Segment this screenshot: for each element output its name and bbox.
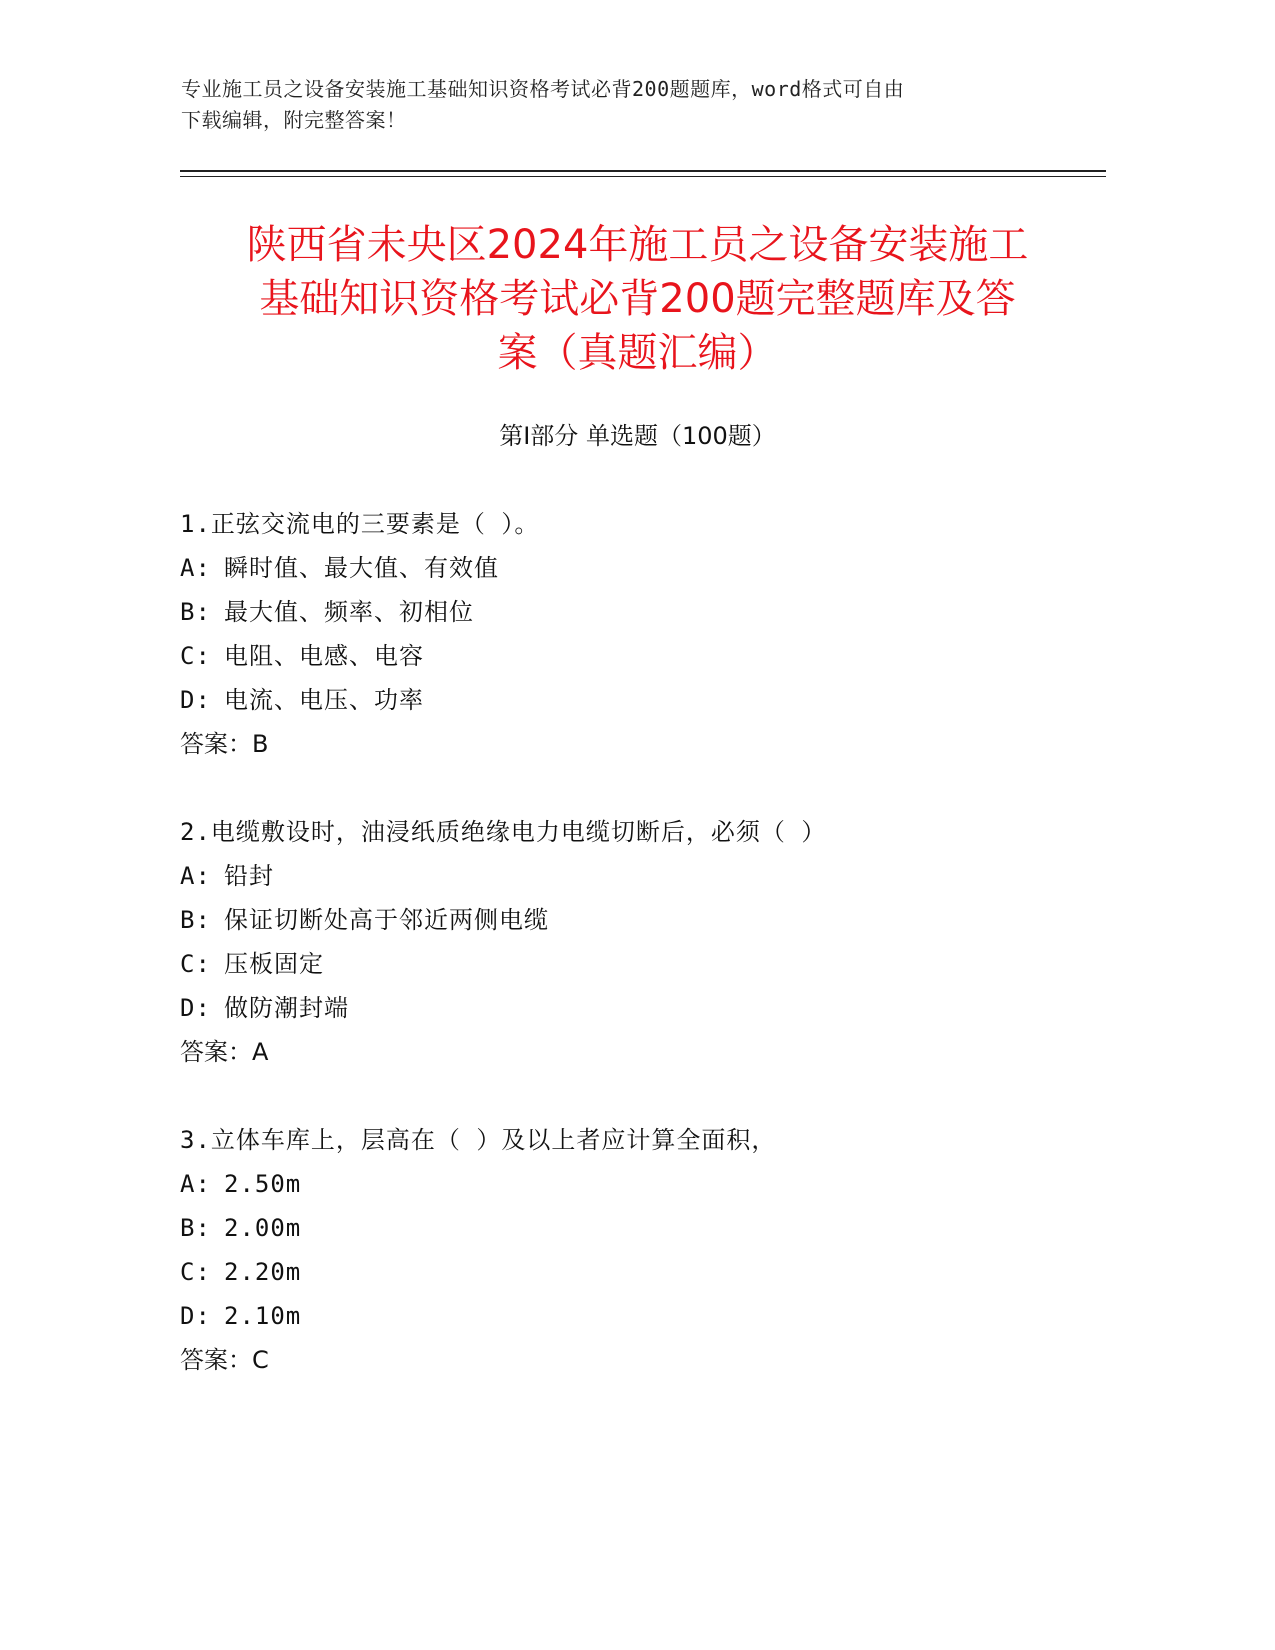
option-text: 电流、电压、功率: [224, 686, 424, 714]
option-d: [180, 992, 1110, 1036]
question-stem: 1.正弦交流电的三要素是（ ）。: [180, 510, 540, 538]
option-a: [180, 552, 1110, 596]
document-title-line-3: 案（真题汇编）: [497, 330, 778, 376]
option-letter: A:: [180, 862, 211, 890]
option-letter: D:: [180, 686, 211, 714]
option-text: 瞬时值、最大值、有效值: [224, 554, 499, 582]
option-letter: D:: [180, 994, 211, 1022]
option-text: 2.20m: [224, 1258, 302, 1286]
option-text: 保证切断处高于邻近两侧电缆: [224, 906, 549, 934]
option-text: 压板固定: [224, 950, 324, 978]
option-text: 铅封: [224, 862, 274, 890]
option-a: [180, 1168, 1110, 1212]
option-letter: B:: [180, 598, 211, 626]
option-c: [180, 1256, 1110, 1300]
option-text: 做防潮封端: [224, 994, 349, 1022]
option-letter: C:: [180, 642, 211, 670]
answer-line: 答案：B: [180, 730, 269, 758]
option-text: 2.10m: [224, 1302, 302, 1330]
option-text: 最大值、频率、初相位: [224, 598, 474, 626]
header-note-line-1: 专业施工员之设备安装施工基础知识资格考试必背200题题库，word格式可自由: [181, 77, 905, 101]
option-d: [180, 1300, 1110, 1344]
answer-line: 答案：C: [180, 1346, 269, 1374]
section-title: 第Ⅰ部分 单选题（100题）: [499, 422, 776, 450]
option-text: 2.50m: [224, 1170, 302, 1198]
option-b: [180, 904, 1110, 948]
option-letter: B:: [180, 906, 211, 934]
question-stem: 3.立体车库上，层高在（ ）及以上者应计算全面积，: [180, 1126, 777, 1154]
document-title-line-2: 基础知识资格考试必背200题完整题库及答: [259, 276, 1016, 322]
document-title: [160, 218, 1115, 380]
option-letter: A:: [180, 554, 211, 582]
option-letter: A:: [180, 1170, 211, 1198]
header-divider-thin: [180, 176, 1106, 177]
option-d: [180, 684, 1110, 728]
option-text: 2.00m: [224, 1214, 302, 1242]
option-b: [180, 1212, 1110, 1256]
question-stem: 2.电缆敷设时，油浸纸质绝缘电力电缆切断后，必须（ ）: [180, 818, 827, 846]
header-note-line-2: 下载编辑，附完整答案！: [181, 108, 407, 132]
question-3: [180, 1124, 1110, 1388]
option-letter: C:: [180, 1258, 211, 1286]
option-c: [180, 640, 1110, 684]
option-text: 电阻、电感、电容: [224, 642, 424, 670]
option-b: [180, 596, 1110, 640]
option-letter: B:: [180, 1214, 211, 1242]
question-2: [180, 816, 1110, 1080]
option-c: [180, 948, 1110, 992]
question-1: [180, 508, 1110, 772]
question-list: [180, 508, 1110, 1432]
header-note: [181, 74, 1041, 136]
option-letter: D:: [180, 1302, 211, 1330]
option-letter: C:: [180, 950, 211, 978]
answer-line: 答案：A: [180, 1038, 269, 1066]
header-divider-thick: [180, 170, 1106, 172]
option-a: [180, 860, 1110, 904]
document-title-line-1: 陕西省未央区2024年施工员之设备安装施工: [246, 222, 1029, 268]
